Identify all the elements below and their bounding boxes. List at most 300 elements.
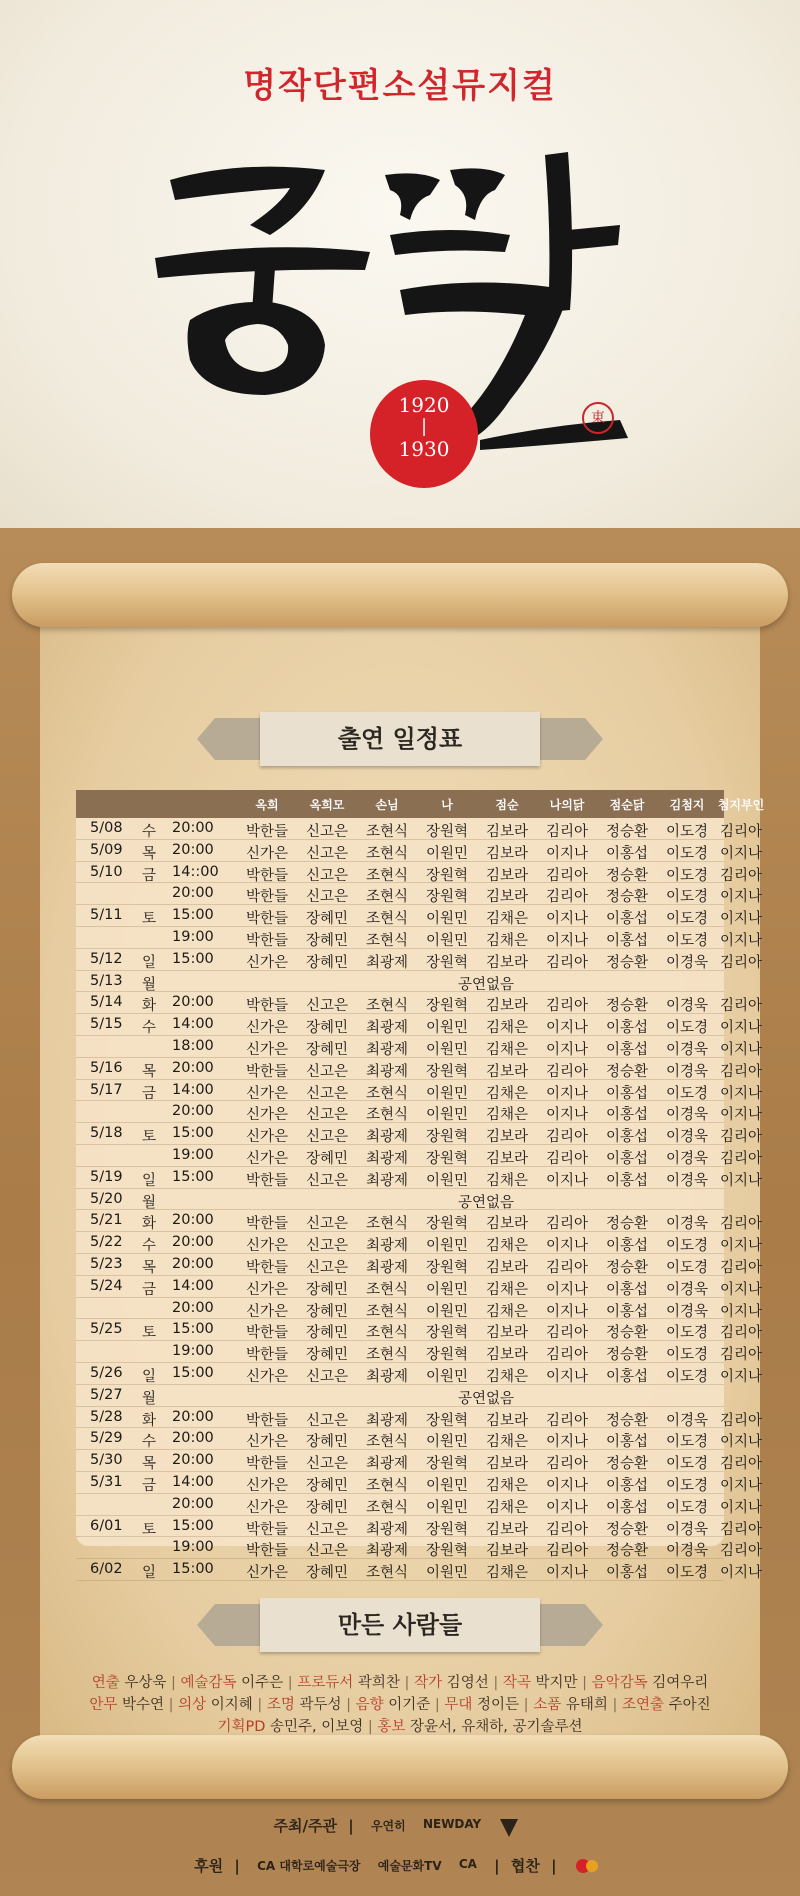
cast-cell: 이지나: [545, 1477, 589, 1494]
credit-role: 안무: [89, 1697, 118, 1713]
cast-cell: 이도경: [665, 1477, 709, 1494]
credit-role: 음향: [355, 1697, 384, 1713]
date-cell: 5/22: [90, 1234, 123, 1251]
cast-cell: 장혜민: [305, 1325, 349, 1342]
cast-cell: 김채은: [485, 1238, 529, 1255]
cast-cell: 이경욱: [665, 1063, 709, 1080]
cast-cell: 이지나: [719, 911, 763, 928]
cast-cell: 이지나: [545, 911, 589, 928]
cast-cell: 조현식: [365, 1325, 409, 1342]
cast-cell: 박한들: [245, 932, 289, 949]
cast-cell: 김리아: [719, 1216, 763, 1233]
cast-cell: 신고은: [305, 845, 349, 862]
cast-cell: 장원혁: [425, 1543, 469, 1560]
table-row: [76, 1516, 763, 1538]
cast-cell: 이지나: [545, 1107, 589, 1124]
cast-cell: 신고은: [305, 1107, 349, 1124]
cast-cell: 김채은: [485, 1107, 529, 1124]
time-cell: 14:00: [172, 1473, 214, 1490]
time-cell: 20:00: [172, 1430, 214, 1447]
cast-cell: 김리아: [545, 1150, 589, 1167]
day-cell: 토: [142, 1325, 157, 1342]
cast-cell: 이지나: [719, 1107, 763, 1124]
cast-cell: 이지나: [545, 932, 589, 949]
credit-name: 곽두성: [294, 1697, 342, 1713]
cast-cell: 이홍섭: [605, 1107, 649, 1124]
cast-cell: 조현식: [365, 911, 409, 928]
cast-cell: 정승환: [605, 889, 649, 906]
cast-cell: 김채은: [485, 932, 529, 949]
cast-cell: 신고은: [305, 998, 349, 1015]
cast-cell: 장혜민: [305, 1565, 349, 1582]
cast-cell: 박한들: [245, 911, 289, 928]
column-header: 나의닭: [549, 798, 585, 812]
cast-cell: 장원혁: [425, 1259, 469, 1276]
cast-cell: 김리아: [719, 1129, 763, 1146]
cast-cell: 김리아: [545, 1456, 589, 1473]
cast-cell: 김채은: [485, 1041, 529, 1058]
day-cell: 일: [142, 1172, 157, 1189]
support-logo-3: CA: [458, 1856, 477, 1871]
day-cell: 일: [142, 954, 157, 971]
date-cell: 5/13: [90, 972, 123, 989]
cast-cell: 이도경: [665, 1020, 709, 1037]
cast-cell: 신가은: [245, 1434, 289, 1451]
credit-role: 프로듀서: [297, 1675, 354, 1691]
time-cell: 15:00: [172, 907, 214, 924]
theater-logo-icon: [498, 1817, 520, 1837]
cast-cell: 조현식: [365, 1565, 409, 1582]
cast-cell: 신가은: [245, 954, 289, 971]
cast-cell: 김리아: [545, 1129, 589, 1146]
date-cell: 5/31: [90, 1473, 123, 1490]
credit-role: 조명: [266, 1697, 295, 1713]
no-show-cell: 공연없음: [457, 1390, 515, 1407]
date-cell: 5/15: [90, 1016, 123, 1033]
cast-cell: 신가은: [245, 1281, 289, 1298]
cast-cell: 이도경: [665, 1347, 709, 1364]
time-cell: 20:00: [172, 1495, 214, 1512]
credit-role: 의상: [178, 1697, 207, 1713]
table-row: [76, 1232, 763, 1255]
credit-name: 이지혜: [206, 1697, 253, 1713]
separator: |: [519, 1697, 534, 1713]
cast-cell: 이원민: [425, 932, 469, 949]
cast-cell: 정승환: [605, 954, 649, 971]
cast-cell: 김리아: [545, 1325, 589, 1342]
cast-cell: 김채은: [485, 1020, 529, 1037]
day-cell: 일: [142, 1565, 157, 1582]
cast-cell: 신고은: [305, 1129, 349, 1146]
cast-cell: 최광제: [365, 1543, 409, 1560]
cast-cell: 김리아: [719, 1150, 763, 1167]
cast-cell: 김리아: [545, 1521, 589, 1538]
cast-cell: 김보라: [485, 1325, 529, 1342]
cast-cell: 이홍섭: [605, 1020, 649, 1037]
schedule-banner: [215, 712, 585, 766]
cast-cell: 장혜민: [305, 1020, 349, 1037]
no-show-cell: 공연없음: [457, 976, 515, 993]
cast-cell: 정승환: [605, 824, 649, 840]
credit-role: 무대: [444, 1697, 473, 1713]
cast-cell: 김채은: [485, 1499, 529, 1516]
years-badge: [370, 380, 478, 488]
date-cell: 6/02: [90, 1561, 123, 1578]
cast-cell: 이경욱: [665, 1107, 709, 1124]
table-row: [76, 992, 763, 1015]
cast-cell: 박한들: [245, 1412, 289, 1429]
time-cell: 15:00: [172, 950, 214, 967]
cast-cell: 이지나: [719, 1499, 763, 1516]
credit-name: 주아진: [663, 1697, 711, 1713]
time-cell: 20:00: [172, 885, 214, 902]
day-cell: 토: [142, 1521, 157, 1538]
cast-cell: 이지나: [719, 889, 763, 906]
cast-cell: 최광제: [365, 1129, 409, 1146]
cast-cell: 신가은: [245, 1303, 289, 1320]
table-row: [76, 1189, 724, 1211]
day-cell: 월: [142, 976, 157, 993]
time-cell: 20:00: [172, 1255, 214, 1272]
credits-heading: 만든 사람들: [260, 1598, 540, 1652]
time-cell: 19:00: [172, 928, 214, 945]
day-cell: 화: [142, 998, 157, 1015]
table-row: [76, 862, 763, 884]
cast-cell: 김리아: [719, 1347, 763, 1364]
cast-cell: 조현식: [365, 1085, 409, 1102]
cast-cell: 신가은: [245, 1020, 289, 1037]
table-row: [76, 1472, 763, 1494]
cast-cell: 이홍섭: [605, 1303, 649, 1320]
table-row: [76, 1363, 763, 1385]
separator: |: [166, 1675, 181, 1691]
cast-cell: 최광제: [365, 1412, 409, 1429]
separator: |: [488, 1675, 503, 1691]
support-row: 후원 | CA 대학로예술극장 예술문화TV CA | 협찬 |: [0, 1855, 800, 1877]
table-row: [76, 840, 763, 862]
cast-cell: 김보라: [485, 954, 529, 971]
credit-name: 김여우리: [647, 1675, 709, 1691]
credit-role: 예술감독: [180, 1675, 237, 1691]
cast-cell: 장원혁: [425, 824, 469, 840]
cast-cell: 신고은: [305, 867, 349, 884]
support-logo-1: CA 대학로예술극장: [257, 1858, 361, 1873]
cast-cell: 김리아: [545, 1063, 589, 1080]
cast-cell: 김채은: [485, 1368, 529, 1385]
day-cell: 목: [142, 845, 157, 862]
cast-cell: 김보라: [485, 845, 529, 862]
cast-cell: 이도경: [665, 1565, 709, 1582]
table-row: [76, 1014, 763, 1037]
cast-cell: 김채은: [485, 1281, 529, 1298]
table-body: [76, 818, 763, 1582]
cast-cell: 이원민: [425, 1565, 469, 1582]
cast-cell: 최광제: [365, 1041, 409, 1058]
credit-role: 소품: [533, 1697, 562, 1713]
credit-role: 작곡: [502, 1675, 531, 1691]
cast-cell: 이홍섭: [605, 1281, 649, 1298]
cast-cell: 이지나: [545, 1281, 589, 1298]
date-cell: 5/24: [90, 1277, 123, 1294]
time-cell: 20:00: [172, 1452, 214, 1469]
cast-cell: 조현식: [365, 845, 409, 862]
cast-cell: 이원민: [425, 845, 469, 862]
credits-line-3: [40, 1716, 760, 1738]
cast-cell: 이원민: [425, 1238, 469, 1255]
cast-cell: 김보라: [485, 1129, 529, 1146]
credits-line-2: [40, 1694, 760, 1716]
cast-cell: 김리아: [719, 1325, 763, 1342]
cast-cell: 이지나: [545, 1368, 589, 1385]
organizer-label: 주최/주관: [273, 1817, 337, 1835]
cast-cell: 김보라: [485, 824, 529, 840]
cast-cell: 이도경: [665, 867, 709, 884]
cast-cell: 이경욱: [665, 954, 709, 971]
cast-cell: 이도경: [665, 1238, 709, 1255]
table-header: [76, 790, 765, 818]
cast-cell: 김보라: [485, 1543, 529, 1560]
cast-cell: 신고은: [305, 824, 349, 840]
cast-cell: 장혜민: [305, 1041, 349, 1058]
day-cell: 월: [142, 1194, 157, 1211]
credit-role: 기획PD: [217, 1719, 266, 1735]
date-cell: 5/20: [90, 1190, 123, 1207]
cast-cell: 조현식: [365, 1303, 409, 1320]
cast-cell: 신가은: [245, 1499, 289, 1516]
cast-cell: 김리아: [545, 1347, 589, 1364]
table-row: [76, 1058, 763, 1080]
cast-cell: 이지나: [719, 1565, 763, 1582]
cast-cell: 이홍섭: [605, 1565, 649, 1582]
cast-cell: 최광제: [365, 1368, 409, 1385]
cast-cell: 박한들: [245, 1456, 289, 1473]
cast-cell: 김보라: [485, 867, 529, 884]
day-cell: 금: [142, 1477, 157, 1494]
cast-cell: 김보라: [485, 1063, 529, 1080]
table-row: [76, 883, 763, 906]
cast-cell: 최광제: [365, 954, 409, 971]
cast-cell: 장원혁: [425, 1412, 469, 1429]
time-cell: 20:00: [172, 994, 214, 1011]
separator: |: [283, 1675, 298, 1691]
cast-cell: 정승환: [605, 998, 649, 1015]
column-header: 김첨지: [669, 798, 705, 812]
sponsor-label: 협찬: [510, 1857, 540, 1875]
cast-cell: 이경욱: [665, 1281, 709, 1298]
day-cell: 일: [142, 1368, 157, 1385]
cast-cell: 최광제: [365, 1456, 409, 1473]
table-row: [76, 1559, 763, 1582]
table-row: [76, 1254, 763, 1276]
date-cell: 5/25: [90, 1321, 123, 1338]
date-cell: 5/08: [90, 820, 123, 836]
cast-cell: 장원혁: [425, 954, 469, 971]
cast-cell: 장원혁: [425, 1063, 469, 1080]
scroll-roll-bottom: [12, 1735, 788, 1799]
cast-cell: 이홍섭: [605, 845, 649, 862]
cast-cell: 이원민: [425, 1107, 469, 1124]
cast-cell: 이지나: [719, 1303, 763, 1320]
credits-line-1: [40, 1672, 760, 1694]
poster-header: [0, 0, 800, 528]
cast-cell: 장원혁: [425, 998, 469, 1015]
cast-cell: 김채은: [485, 1172, 529, 1189]
time-cell: 20:00: [172, 1234, 214, 1251]
column-header: 손님: [375, 798, 399, 812]
table-row: [76, 1080, 763, 1102]
time-cell: 20:00: [172, 1408, 214, 1425]
cast-cell: 이홍섭: [605, 1085, 649, 1102]
cast-cell: 이경욱: [665, 1129, 709, 1146]
show-subtitle: 명작단편소설뮤지컬: [243, 66, 557, 106]
cast-cell: 조현식: [365, 1499, 409, 1516]
cast-cell: 장원혁: [425, 1129, 469, 1146]
cast-cell: 김리아: [545, 1216, 589, 1233]
cast-cell: 정승환: [605, 1063, 649, 1080]
cast-cell: 김리아: [545, 954, 589, 971]
date-cell: 5/17: [90, 1081, 123, 1098]
time-cell: 14:00: [172, 1277, 214, 1294]
day-cell: 금: [142, 1085, 157, 1102]
cast-cell: 김리아: [545, 889, 589, 906]
time-cell: 14:00: [172, 1081, 214, 1098]
time-cell: 18:00: [172, 1037, 214, 1054]
organizer-logo-1: 우연히: [370, 1818, 406, 1833]
cast-cell: 조현식: [365, 1434, 409, 1451]
ribbon-tail-left: [197, 1604, 215, 1646]
cast-cell: 김리아: [719, 954, 763, 971]
date-cell: 5/09: [90, 841, 123, 858]
cast-cell: 장혜민: [305, 911, 349, 928]
cast-cell: 김리아: [719, 824, 763, 840]
cast-cell: 이도경: [665, 1259, 709, 1276]
cast-cell: 이도경: [665, 824, 709, 840]
cast-cell: 이지나: [545, 845, 589, 862]
cast-cell: 김리아: [719, 1543, 763, 1560]
support-logo-2: 예술문화TV: [377, 1858, 442, 1873]
cast-cell: 정승환: [605, 1521, 649, 1538]
cast-cell: 이지나: [719, 1368, 763, 1385]
separator: |: [430, 1697, 445, 1713]
cast-cell: 이홍섭: [605, 1368, 649, 1385]
cast-cell: 이원민: [425, 1477, 469, 1494]
credit-role: 연출: [91, 1675, 120, 1691]
cast-cell: 신고은: [305, 889, 349, 906]
cast-cell: 이경욱: [665, 1172, 709, 1189]
cast-cell: 이지나: [545, 1499, 589, 1516]
credits-list: [40, 1672, 760, 1738]
cast-cell: 김보라: [485, 998, 529, 1015]
cast-cell: 이원민: [425, 1281, 469, 1298]
cast-cell: 김채은: [485, 1434, 529, 1451]
cast-cell: 이지나: [719, 1041, 763, 1058]
time-cell: 15:00: [172, 1517, 214, 1534]
cast-cell: 이지나: [545, 1041, 589, 1058]
date-cell: 5/23: [90, 1255, 123, 1272]
cast-cell: 이도경: [665, 889, 709, 906]
column-header: 옥희: [255, 798, 279, 812]
table-row: [76, 1167, 763, 1189]
time-cell: 20:00: [172, 820, 214, 836]
cast-cell: 이경욱: [665, 1412, 709, 1429]
cast-cell: 장혜민: [305, 1434, 349, 1451]
time-cell: 20:00: [172, 1059, 214, 1076]
cast-cell: 이도경: [665, 1368, 709, 1385]
cast-cell: 신가은: [245, 1107, 289, 1124]
cast-cell: 최광제: [365, 1020, 409, 1037]
cast-cell: 조현식: [365, 867, 409, 884]
cast-cell: 이경욱: [665, 1150, 709, 1167]
cast-cell: 박한들: [245, 1172, 289, 1189]
cast-cell: 최광제: [365, 1238, 409, 1255]
date-cell: 5/12: [90, 950, 123, 967]
ribbon-tail-right: [585, 1604, 603, 1646]
table-row: [76, 927, 763, 949]
date-cell: 5/27: [90, 1386, 123, 1403]
cast-cell: 조현식: [365, 998, 409, 1015]
date-cell: 5/21: [90, 1212, 123, 1229]
cast-cell: 박한들: [245, 1325, 289, 1342]
date-cell: 5/28: [90, 1408, 123, 1425]
cast-cell: 이지나: [719, 1172, 763, 1189]
scroll-roll-top: [12, 563, 788, 627]
cast-cell: 김보라: [485, 1150, 529, 1167]
cast-cell: 이지나: [719, 1281, 763, 1298]
cast-cell: 이원민: [425, 1303, 469, 1320]
table-row: [76, 1298, 763, 1320]
cast-cell: 이원민: [425, 1020, 469, 1037]
cast-cell: 김채은: [485, 911, 529, 928]
cast-cell: 이도경: [665, 1499, 709, 1516]
credit-name: 이기준: [383, 1697, 431, 1713]
cast-cell: 신고은: [305, 1063, 349, 1080]
cast-cell: 정승환: [605, 1543, 649, 1560]
cast-cell: 정승환: [605, 1456, 649, 1473]
cast-cell: 신고은: [305, 1085, 349, 1102]
cast-cell: 이지나: [545, 1020, 589, 1037]
separator: |: [607, 1697, 622, 1713]
cast-cell: 이홍섭: [605, 1499, 649, 1516]
cast-cell: 최광제: [365, 1172, 409, 1189]
time-cell: 15:00: [172, 1125, 214, 1142]
table-row: [76, 1341, 763, 1364]
cast-cell: 이도경: [665, 932, 709, 949]
cast-cell: 신고은: [305, 1412, 349, 1429]
years-separator: |: [420, 416, 428, 437]
years-start: 1920: [398, 393, 450, 417]
day-cell: 수: [142, 824, 157, 840]
cast-cell: 이도경: [665, 1434, 709, 1451]
time-cell: 19:00: [172, 1343, 214, 1360]
sponsor-logo-icon: [574, 1857, 600, 1877]
cast-cell: 정승환: [605, 1216, 649, 1233]
cast-cell: 장원혁: [425, 867, 469, 884]
cast-cell: 조현식: [365, 1107, 409, 1124]
separator: |: [164, 1697, 179, 1713]
cast-cell: 이홍섭: [605, 1129, 649, 1146]
day-cell: 화: [142, 1412, 157, 1429]
cast-cell: 박한들: [245, 889, 289, 906]
cast-cell: 최광제: [365, 1521, 409, 1538]
cast-cell: 정승환: [605, 867, 649, 884]
cast-cell: 조현식: [365, 1281, 409, 1298]
cast-cell: 김리아: [545, 1412, 589, 1429]
cast-cell: 신가은: [245, 1238, 289, 1255]
schedule-table: [76, 790, 765, 1582]
cast-cell: 이도경: [665, 1325, 709, 1342]
day-cell: 목: [142, 1259, 157, 1276]
table-row: [76, 971, 724, 993]
